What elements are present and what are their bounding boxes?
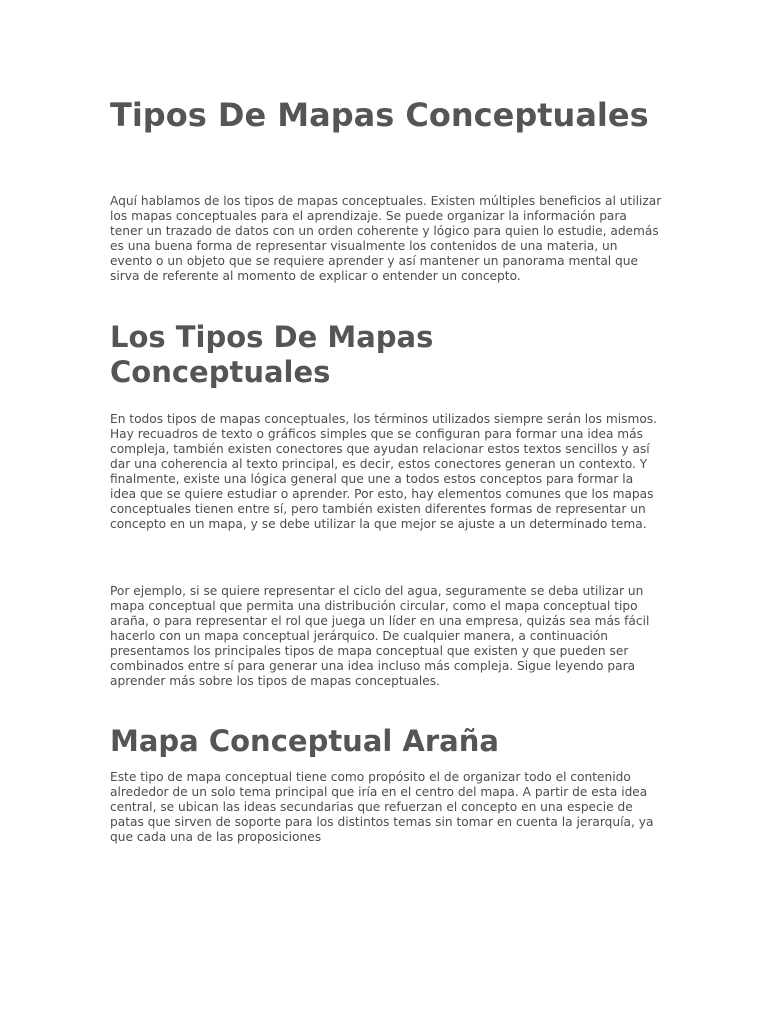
section-heading-tipos: Los Tipos De Mapas Conceptuales (110, 320, 434, 389)
section-heading-arana: Mapa Conceptual Araña (110, 724, 499, 758)
intro-paragraph: Aquí hablamos de los tipos de mapas conceptuales. Existen múltiples beneficios al utilizar los mapas conceptuales para el aprendizaje. Se puede organizar la información para tener un trazado de datos con un orden coherente y lógico para quien lo estudie, además es una buena forma de representar visualmente los contenidos de una materia, un evento o un objeto que se requiere aprender y así mantener un panorama mental que sirva de referente al momento de explicar o entender un concepto. (110, 194, 662, 283)
section-paragraph: Este tipo de mapa conceptual tiene como propósito el de organizar todo el contenido alrededor de un solo tema principal que iría en el centro del mapa. A partir de esta idea central, se ubican las ideas secundarias que refuerzan el concepto en una especie de patas que sirven de soporte para los distintos temas sin tomar en cuenta la jerarquía, ya que cada una de las proposiciones (110, 770, 654, 844)
section-paragraph: En todos tipos de mapas conceptuales, los términos utilizados siempre serán los mismos. Hay recuadros de texto o gráficos simples que se configuran para formar una idea más compleja, también existen conectores que ayudan relacionar estos textos sencillos y así dar una coherencia al texto principal, es decir, estos conectores generan un contexto. Y finalmente, existe una lógica general que une a todos estos conceptos para formar la idea que se quiere estudiar o aprender. Por esto, hay elementos comunes que los mapas conceptuales tienen entre sí, pero también existen diferentes formas de representar un concepto en un mapa, y se debe utilizar la que mejor se ajuste a un determinado tema. (110, 412, 658, 531)
section-paragraph: Por ejemplo, si se quiere representar el ciclo del agua, seguramente se deba utilizar un mapa conceptual que permita una distribución circular, como el mapa conceptual tipo araña, o para representar el rol que juega un líder en una empresa, quizás sea más fácil hacerlo con un mapa conceptual jerárquico. De cualquier manera, a continuación presentamos los principales tipos de mapa conceptual que existen y que pueden ser combinados entre sí para generar una idea incluso más compleja. Sigue leyendo para aprender más sobre los tipos de mapas conceptuales. (110, 584, 650, 688)
document-title: Tipos De Mapas Conceptuales (110, 96, 649, 134)
